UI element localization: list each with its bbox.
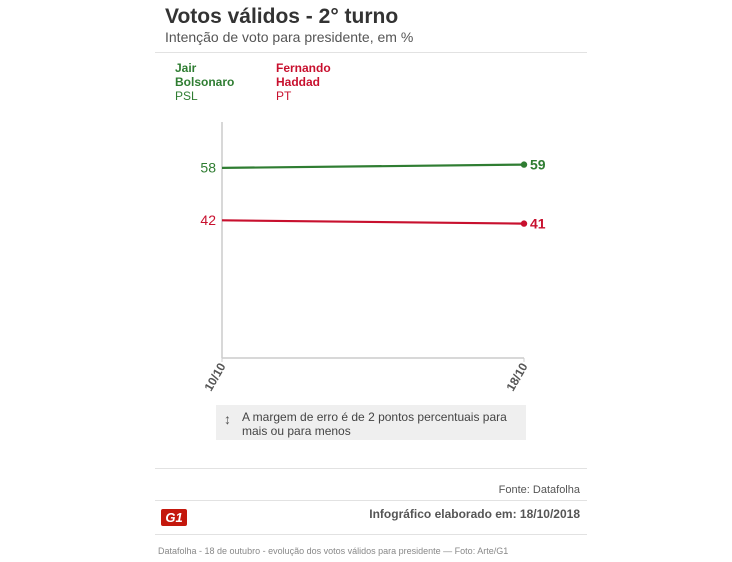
vertical-arrows-icon: ↕	[224, 411, 231, 427]
series-line-bolsonaro	[222, 165, 524, 168]
chart-title: Votos válidos - 2° turno	[165, 5, 399, 28]
margin-of-error-note	[216, 405, 526, 440]
data-point-bolsonaro	[521, 161, 527, 167]
g1-logo: G1	[161, 509, 187, 526]
infographic-credit: Infográfico elaborado em: 18/10/2018	[369, 507, 580, 521]
legend-bolsonaro-party: PSL	[175, 89, 198, 103]
footer-divider-middle	[155, 500, 587, 501]
start-value-label-haddad: 42	[200, 212, 216, 229]
margin-of-error-text: A margem de erro é de 2 pontos percentuais para mais ou para menos	[242, 410, 507, 438]
footer-divider-top	[155, 468, 587, 469]
legend-haddad-party: PT	[276, 89, 292, 103]
legend-bolsonaro-name: Jair Bolsonaro	[175, 61, 235, 89]
image-caption: Datafolha - 18 de outubro - evolução dos votos válidos para presidente — Foto: Arte/G1	[158, 546, 509, 556]
x-tick-label: 18/10	[503, 360, 531, 394]
end-value-label-haddad: 41	[530, 215, 546, 232]
start-value-label-bolsonaro: 58	[200, 159, 216, 176]
end-value-label-bolsonaro: 59	[530, 156, 546, 173]
legend-haddad-name: Fernando Haddad	[276, 61, 331, 89]
data-point-haddad	[521, 220, 527, 226]
series-line-haddad	[222, 220, 524, 223]
x-tick-label: 10/10	[201, 360, 229, 394]
chart-subtitle: Intenção de voto para presidente, em %	[165, 29, 414, 45]
source-text: Fonte: Datafolha	[498, 484, 580, 496]
footer-divider-bottom	[155, 534, 587, 535]
